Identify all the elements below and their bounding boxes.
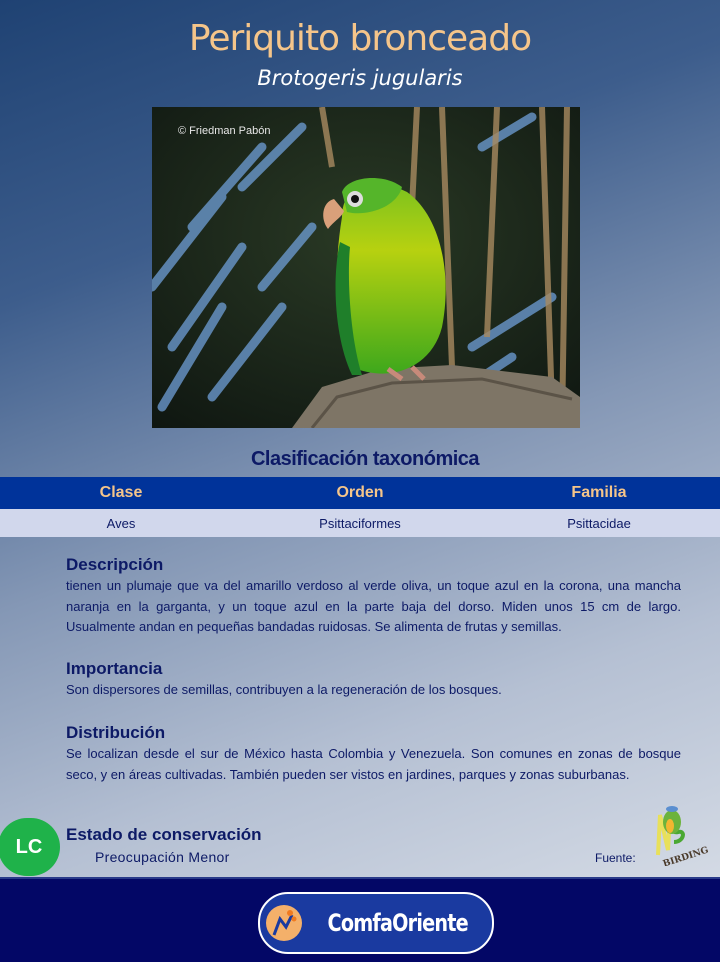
distribution-section <box>66 722 681 785</box>
taxonomy-header-clase: Clase <box>99 484 143 501</box>
svg-text:BIRDING: BIRDING <box>661 845 708 866</box>
taxonomy-header-familia: Familia <box>571 484 627 501</box>
species-common-name: Periquito bronceado <box>188 18 532 59</box>
comfaoriente-logo-text: ComfaOriente <box>327 909 469 937</box>
comfaoriente-figure-icon <box>266 905 302 941</box>
taxonomy-value-orden: Psittaciformes <box>319 515 401 531</box>
conservation-status-badge: LC <box>0 818 60 876</box>
taxonomy-title: Clasificación taxonómica <box>250 448 480 470</box>
birding-logo-icon <box>648 800 708 866</box>
taxonomy-value-clase: Aves <box>106 515 136 531</box>
comfaoriente-logo <box>258 892 494 954</box>
description-section <box>66 554 681 638</box>
conservation-section <box>66 824 681 846</box>
importance-text: Son dispersores de semillas, contribuyen a la regeneración de los bosques. <box>66 682 502 697</box>
bird-photo <box>152 107 580 428</box>
importance-section <box>66 658 681 701</box>
taxonomy-value-familia: Psittacidae <box>567 515 631 531</box>
footer-bar <box>0 877 720 962</box>
conservation-heading: Estado de conservación <box>66 825 262 844</box>
taxonomy-value-row <box>0 509 720 537</box>
species-scientific-name: Brotogeris jugularis <box>257 66 463 90</box>
description-text: tienen un plumaje que va del amarillo verdoso al verde oliva, un toque azul en la corona, una mancha naranja en la garganta, y un toque azul en la parte baja del dorso. Miden unos 15 cm de largo. Usualmente andan en pequeñas bandadas ruidosas. Se alimenta de frutas y semillas. <box>66 578 681 634</box>
importance-heading: Importancia <box>66 659 163 678</box>
distribution-text: Se localizan desde el sur de México hasta Colombia y Venezuela. Son comunes en zonas de bosque seco, y en áreas cultivadas. También pueden ser vistos en jardines, parques y zonas suburbanas. <box>66 746 681 782</box>
taxonomy-header-row <box>0 477 720 509</box>
photo-credit: © Friedman Pabón <box>178 125 271 137</box>
distribution-heading: Distribución <box>66 723 166 742</box>
description-heading: Descripción <box>66 555 164 574</box>
taxonomy-header-orden: Orden <box>336 484 384 501</box>
conservation-status-text: Preocupación Menor <box>95 849 230 865</box>
parakeet-image <box>152 107 580 428</box>
source-label: Fuente: <box>595 851 636 865</box>
